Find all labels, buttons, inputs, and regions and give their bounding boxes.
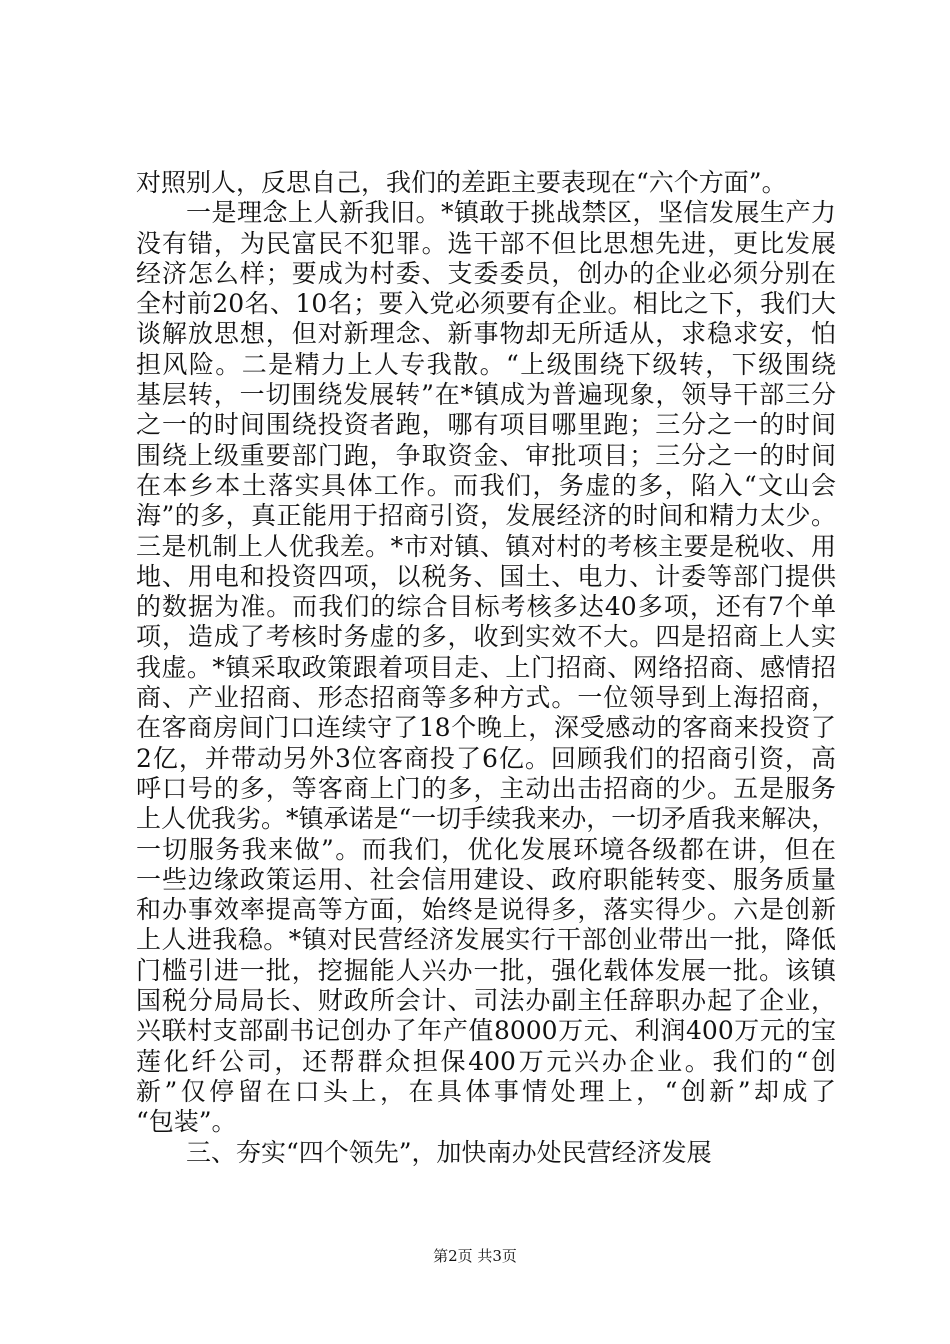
text-line: 的数据为准。而我们的综合目标考核多达40多项，还有7个单 bbox=[136, 592, 836, 622]
text-line: 谈解放思想，但对新理念、新事物却无所适从，求稳求安，怕 bbox=[136, 319, 836, 349]
text-line: 我虚。*镇采取政策跟着项目走、上门招商、网络招商、感情招 bbox=[136, 652, 836, 682]
text-line: 在本乡本土落实具体工作。而我们，务虚的多，陷入“文山会 bbox=[136, 470, 836, 500]
text-line: 上人进我稳。*镇对民营经济发展实行干部创业带出一批，降低 bbox=[136, 925, 836, 955]
text-line: 基层转，一切围绕发展转”在*镇成为普遍现象，领导干部三分 bbox=[136, 380, 836, 410]
text-line: 和办事效率提高等方面，始终是说得多，落实得少。六是创新 bbox=[136, 895, 836, 925]
text-line: 担风险。二是精力上人专我散。“上级围绕下级转，下级围绕 bbox=[136, 349, 836, 379]
page-number-footer: 第2页 共3页 bbox=[433, 1247, 517, 1265]
text-line: 没有错，为民富民不犯罪。选干部不但比思想先进，更比发展 bbox=[136, 228, 836, 258]
text-line: 地、用电和投资四项，以税务、国土、电力、计委等部门提供 bbox=[136, 561, 836, 591]
section-heading: 三、夯实“四个领先”，加快南办处民营经济发展 bbox=[186, 1137, 712, 1167]
text-line: “包装”。 bbox=[136, 1107, 237, 1137]
text-line: 之一的时间围绕投资者跑，哪有项目哪里跑；三分之一的时间 bbox=[136, 410, 836, 440]
body-text bbox=[136, 168, 836, 1168]
text-line: 商、产业招商、形态招商等多种方式。一位领导到上海招商， bbox=[136, 683, 836, 713]
text-line: 兴联村支部副书记创办了年产值8000万元、利润400万元的宝 bbox=[136, 1016, 836, 1046]
text-line: 呼口号的多，等客商上门的多，主动出击招商的少。五是服务 bbox=[136, 773, 836, 803]
text-line: 海”的多，真正能用于招商引资，发展经济的时间和精力太少。 bbox=[136, 501, 836, 531]
text-line: 国税分局局长、财政所会计、司法办副主任辞职办起了企业， bbox=[136, 986, 836, 1016]
text-line: 项，造成了考核时务虚的多，收到实效不大。四是招商上人实 bbox=[136, 622, 836, 652]
text-line: 一是理念上人新我旧。*镇敢于挑战禁区，坚信发展生产力 bbox=[186, 198, 836, 228]
text-line: 三是机制上人优我差。*市对镇、镇对村的考核主要是税收、用 bbox=[136, 531, 836, 561]
text-line: 2亿，并带动另外3位客商投了6亿。回顾我们的招商引资，高 bbox=[136, 743, 836, 773]
text-line: 围绕上级重要部门跑，争取资金、审批项目；三分之一的时间 bbox=[136, 440, 836, 470]
text-line: 门槛引进一批，挖掘能人兴办一批，强化载体发展一批。该镇 bbox=[136, 955, 836, 985]
text-line: 上人优我劣。*镇承诺是“一切手续我来办，一切矛盾我来解决， bbox=[136, 804, 837, 834]
text-line: 在客商房间门口连续守了18个晚上，深受感动的客商来投资了 bbox=[136, 713, 836, 743]
text-line: 对照别人，反思自己，我们的差距主要表现在“六个方面”。 bbox=[136, 168, 787, 197]
text-line: 全村前20名、10名；要入党必须要有企业。相比之下，我们大 bbox=[136, 289, 836, 319]
text-line: 一切服务我来做”。而我们，优化发展环境各级都在讲，但在 bbox=[136, 834, 836, 864]
text-line: 莲化纤公司，还帮群众担保400万元兴办企业。我们的“创 bbox=[136, 1046, 836, 1076]
text-line: 新”仅停留在口头上，在具体事情处理上，“创新”却成了 bbox=[136, 1076, 836, 1106]
text-line: 一些边缘政策运用、社会信用建设、政府职能转变、服务质量 bbox=[136, 864, 836, 894]
text-line: 经济怎么样；要成为村委、支委委员，创办的企业必须分别在 bbox=[136, 258, 836, 288]
